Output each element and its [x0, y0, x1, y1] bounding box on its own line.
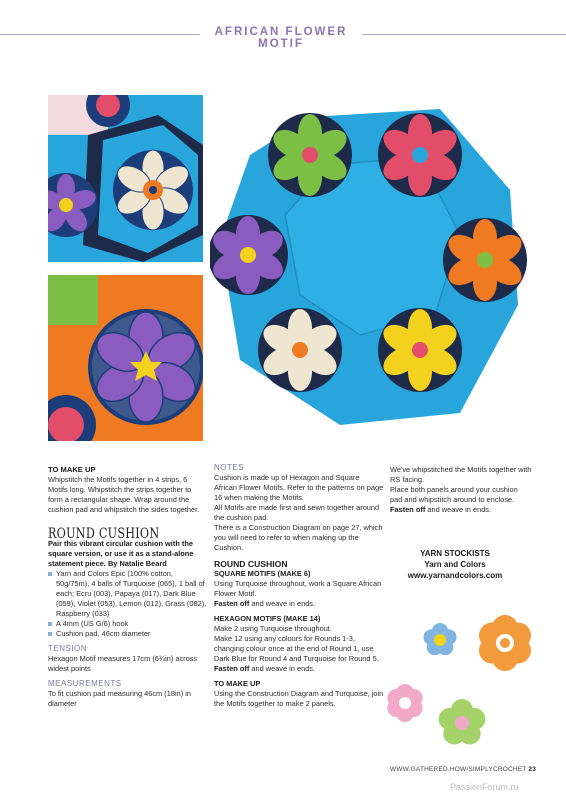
round-cushion-title: ROUND CUSHION [48, 526, 160, 542]
fasten-off-label: Fasten off [390, 505, 426, 514]
hexagon-fasten-off [214, 664, 384, 674]
tension-heading: TENSION [48, 644, 88, 653]
fasten-off-label: Fasten off [214, 599, 250, 608]
photo-closeup-top [48, 95, 203, 262]
page-footer [390, 766, 536, 773]
col3-para-2: Place both panels around your cushion pad and whipstitch around to enclose. [390, 485, 518, 504]
notes-para-2: All Motifs are made first and sewn together around the cushion pad. [214, 503, 380, 522]
fasten-off-label: Fasten off [214, 664, 250, 673]
tension-text: Hexagon Motif measures 17cm (6¾in) across widest points [48, 654, 198, 673]
fasten-off-rest: and weave in ends. [249, 599, 316, 608]
list-item: Yarn and Colors Epic (100% cotton, 50g/75m), 4 balls of Turquoise (065), 1 ball of each; Ecru (003), Papaya (017), Dark Blue (059), Violet (053), Lemon (012), Grass (082), Raspberry (033) [48, 569, 208, 619]
header-rule-left [0, 34, 200, 35]
col3-fasten-off [390, 505, 532, 515]
measurements-heading: MEASUREMENTS [48, 679, 122, 688]
column-left [48, 465, 208, 709]
square-motifs-heading: SQUARE MOTIFS (MAKE 6) [214, 569, 311, 578]
make-up-heading: TO MAKE UP [48, 465, 96, 474]
hexagon-motifs-heading: HEXAGON MOTIFS (MAKE 14) [214, 614, 321, 623]
hexagon-para-1: Make 2 using Turquoise throughout. [214, 624, 332, 633]
make-up-text: Whipstitch the Motifs together in 4 strips, 6 Motifs long. Whipstitch the strips together to form a rectangular shape. Wrap around the cushion pad and whipstitch the sides together. [48, 475, 200, 514]
notes-para-1: Cushion is made up of Hexagon and Square African Flower Motifs. Refer to the patterns on page 16 when making the Motifs. [214, 473, 384, 502]
decorative-flowers-icon [380, 605, 540, 755]
materials-list [48, 569, 208, 639]
measurements-text: To fit cushion pad measuring 46cm (18in) in diameter [48, 689, 191, 708]
photo-closeup-bottom [48, 275, 203, 441]
lead-text: Pair this vibrant circular cushion with the square version, or use it as a stand-alone statement piece. By Natalie Beard [48, 539, 194, 568]
make-up-heading-2: TO MAKE UP [214, 679, 261, 688]
list-item: A 4mm (US G/6) hook [48, 619, 208, 629]
fasten-off-rest: and weave in ends. [425, 505, 492, 514]
col3-para-1: We've whipstitched the Motifs together with RS facing. [390, 465, 532, 484]
page-number: 23 [528, 766, 537, 773]
square-motifs-text: Using Turquoise throughout, work a Square African Flower Motif. [214, 579, 382, 598]
footer-site: WWW.GATHERED.HOW/SIMPLYCROCHET [390, 766, 527, 773]
fasten-off-rest: and weave in ends. [249, 664, 316, 673]
header-rule-right [362, 34, 566, 35]
column-middle [214, 463, 384, 709]
page-title: AFRICAN FLOWER MOTIF [214, 26, 348, 50]
stockists-brand: Yarn and Colors [424, 560, 486, 569]
photo-round-cushion [210, 95, 530, 440]
column-right [390, 465, 532, 515]
make-up-text-2: Using the Construction Diagram and Turquoise, join the Motifs together to make 2 panels. [214, 689, 384, 708]
stockists-url: www.yarnandcolors.com [407, 571, 503, 580]
notes-heading: NOTES [214, 463, 245, 472]
hexagon-para-2: Make 12 using any colours for Rounds 1-3, changing colour once at the end of Round 1, use Dark Blue for Round 4 and Turquoise for Round 5. [214, 634, 379, 663]
notes-para-3: There is a Construction Diagram on page 27, which you will need to refer to when making up the Cushion. [214, 523, 383, 552]
stockists-heading: YARN STOCKISTS [420, 549, 490, 558]
watermark: PassionForum.ru [450, 782, 519, 792]
round-cushion-heading: ROUND CUSHION [214, 559, 288, 569]
yarn-stockists [390, 548, 520, 581]
list-item: Cushion pad, 46cm diameter [48, 629, 208, 639]
square-fasten-off [214, 599, 384, 609]
